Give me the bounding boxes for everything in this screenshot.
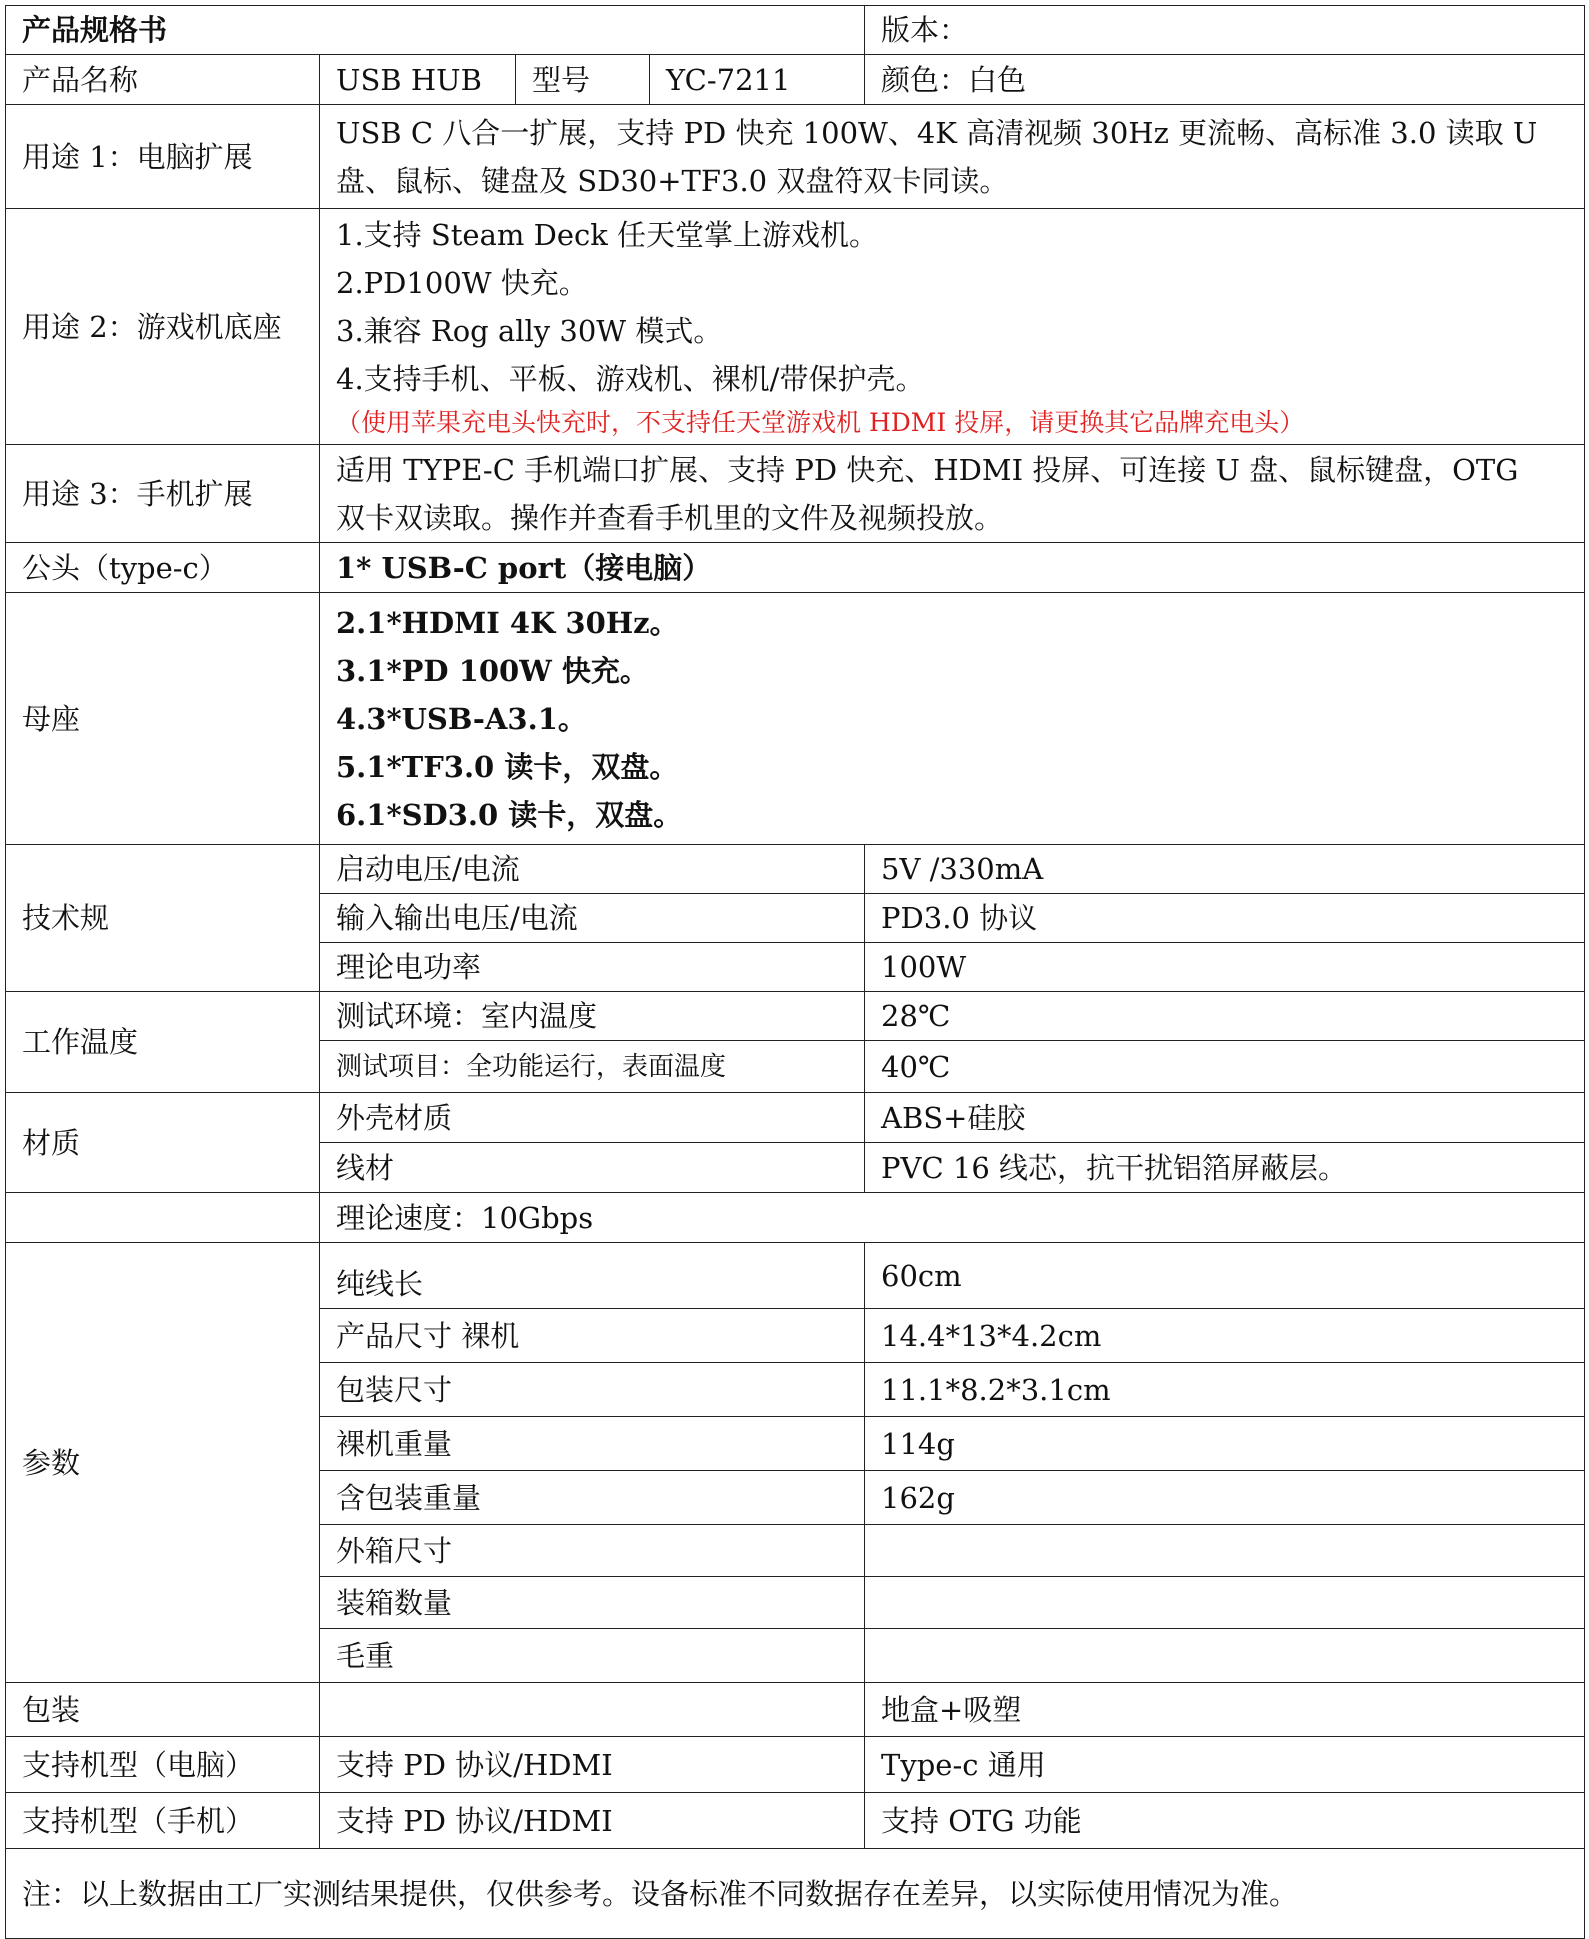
speed-row (6, 1193, 1585, 1243)
usage3-line: 双卡双读取。操作并查看手机里的文件及视频投放。 (336, 500, 1004, 535)
spec-table (5, 5, 1585, 1939)
usage2-line: 2.PD100W 快充。 (336, 265, 588, 300)
support-phone-row (6, 1793, 1585, 1849)
usage1-label: 用途 1：电脑扩展 (6, 105, 320, 209)
usage3-label: 用途 3：手机扩展 (6, 445, 320, 543)
female-row (6, 593, 1585, 845)
color-value: 颜色：白色 (865, 55, 1585, 105)
temp-value: 28℃ (865, 992, 1585, 1041)
product-name-label: 产品名称 (6, 55, 320, 105)
material-key: 外壳材质 (320, 1093, 865, 1143)
material-key: 线材 (320, 1143, 865, 1193)
product-row (6, 55, 1585, 105)
female-item: 6.1*SD3.0 读卡，双盘。 (336, 797, 683, 832)
usage2-desc (320, 209, 1585, 445)
version-label: 版本： (865, 6, 1585, 55)
param-key: 毛重 (320, 1629, 865, 1683)
param-value (865, 1577, 1585, 1629)
param-value: 11.1*8.2*3.1cm (865, 1363, 1585, 1417)
female-item: 2.1*HDMI 4K 30Hz。 (336, 605, 679, 640)
packaging-mid (320, 1683, 865, 1737)
temp-row (6, 992, 1585, 1041)
usage2-line: 4.支持手机、平板、游戏机、裸机/带保护壳。 (336, 361, 925, 396)
temp-key: 测试项目：全功能运行，表面温度 (320, 1041, 865, 1093)
male-row (6, 543, 1585, 593)
usage1-desc (320, 105, 1585, 209)
support-phone-value: 支持 OTG 功能 (865, 1793, 1585, 1849)
usage3-line: 适用 TYPE-C 手机端口扩展、支持 PD 快充、HDMI 投屏、可连接 U 盘、鼠标键盘，OTG (336, 452, 1519, 487)
usage2-row (6, 209, 1585, 445)
usage3-desc (320, 445, 1585, 543)
param-key: 产品尺寸 裸机 (320, 1309, 865, 1363)
usage2-warning: （使用苹果充电头快充时，不支持任天堂游戏机 HDMI 投屏，请更换其它品牌充电头） (336, 407, 1305, 437)
support-phone-label: 支持机型（手机） (6, 1793, 320, 1849)
temp-key: 测试环境：室内温度 (320, 992, 865, 1041)
param-row (6, 1243, 1585, 1309)
param-value: 60cm (865, 1243, 1585, 1309)
usage1-row (6, 105, 1585, 209)
support-pc-label: 支持机型（电脑） (6, 1737, 320, 1793)
support-pc-row (6, 1737, 1585, 1793)
packaging-row (6, 1683, 1585, 1737)
female-item: 5.1*TF3.0 读卡，双盘。 (336, 749, 679, 784)
product-name-value: USB HUB (320, 55, 516, 105)
female-item: 4.3*USB-A3.1。 (336, 701, 587, 736)
param-value: 14.4*13*4.2cm (865, 1309, 1585, 1363)
param-key: 外箱尺寸 (320, 1525, 865, 1577)
packaging-label: 包装 (6, 1683, 320, 1737)
usage2-line: 1.支持 Steam Deck 任天堂掌上游戏机。 (336, 217, 879, 252)
usage3-row (6, 445, 1585, 543)
doc-title: 产品规格书 (6, 6, 865, 55)
header-row (6, 6, 1585, 55)
temp-label: 工作温度 (6, 992, 320, 1093)
material-value: ABS+硅胶 (865, 1093, 1585, 1143)
speed-value: 理论速度：10Gbps (320, 1193, 1585, 1243)
material-row (6, 1093, 1585, 1143)
param-value: 162g (865, 1471, 1585, 1525)
female-item: 3.1*PD 100W 快充。 (336, 653, 649, 688)
male-label: 公头（type-c） (6, 543, 320, 593)
material-value: PVC 16 线芯，抗干扰铝箔屏蔽层。 (865, 1143, 1585, 1193)
support-pc-value: Type-c 通用 (865, 1737, 1585, 1793)
param-value (865, 1629, 1585, 1683)
support-pc-mid: 支持 PD 协议/HDMI (320, 1737, 865, 1793)
tech-key: 输入输出电压/电流 (320, 894, 865, 943)
param-key: 裸机重量 (320, 1417, 865, 1471)
packaging-value: 地盒+吸塑 (865, 1683, 1585, 1737)
usage1-line: USB C 八合一扩展，支持 PD 快充 100W、4K 高清视频 30Hz 更流畅、高标准 3.0 读取 U (336, 115, 1538, 150)
female-label: 母座 (6, 593, 320, 845)
support-phone-mid: 支持 PD 协议/HDMI (320, 1793, 865, 1849)
tech-key: 启动电压/电流 (320, 845, 865, 894)
param-key: 装箱数量 (320, 1577, 865, 1629)
tech-value: PD3.0 协议 (865, 894, 1585, 943)
param-value: 114g (865, 1417, 1585, 1471)
female-list (320, 593, 1585, 845)
male-value: 1* USB-C port（接电脑） (320, 543, 1585, 593)
tech-label: 技术规 (6, 845, 320, 992)
usage1-line: 盘、鼠标、键盘及 SD30+TF3.0 双盘符双卡同读。 (336, 163, 1009, 198)
tech-row (6, 845, 1585, 894)
params-label: 参数 (6, 1243, 320, 1683)
model-value: YC-7211 (650, 55, 865, 105)
usage2-line: 3.兼容 Rog ally 30W 模式。 (336, 313, 723, 348)
material-label: 材质 (6, 1093, 320, 1193)
tech-key: 理论电功率 (320, 943, 865, 992)
tech-value: 5V /330mA (865, 845, 1585, 894)
temp-value: 40℃ (865, 1041, 1585, 1093)
usage2-label: 用途 2：游戏机底座 (6, 209, 320, 445)
footnote: 注：以上数据由工厂实测结果提供，仅供参考。设备标准不同数据存在差异，以实际使用情况为准。 (6, 1849, 1585, 1939)
param-key: 包装尺寸 (320, 1363, 865, 1417)
param-key: 含包装重量 (320, 1471, 865, 1525)
speed-label-cell (6, 1193, 320, 1243)
param-key: 纯线长 (320, 1243, 865, 1309)
note-row (6, 1849, 1585, 1939)
tech-value: 100W (865, 943, 1585, 992)
param-value (865, 1525, 1585, 1577)
model-label: 型号 (516, 55, 650, 105)
